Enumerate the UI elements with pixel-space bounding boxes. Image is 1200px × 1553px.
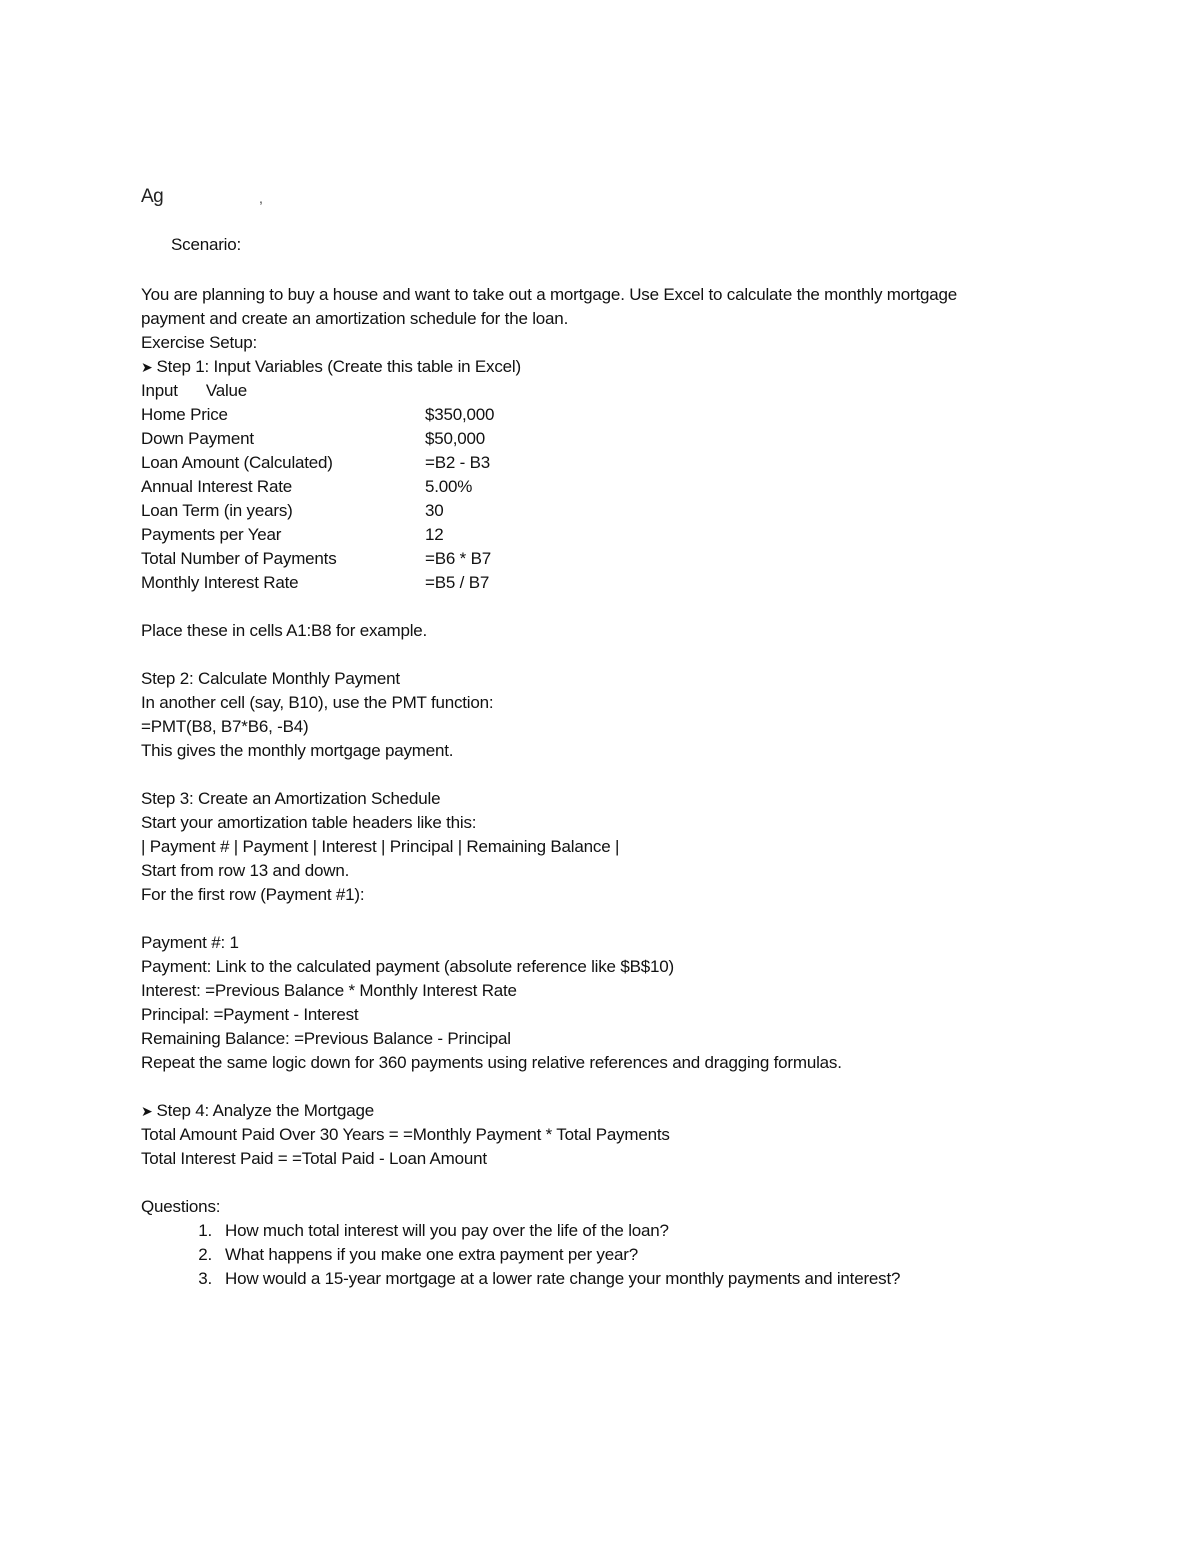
step3-detail: Payment: Link to the calculated payment (absolute reference like $B$10) (141, 957, 674, 976)
input-label: Payments per Year (141, 525, 282, 544)
input-row (141, 523, 1061, 547)
spacer (141, 595, 1061, 619)
input-label: Down Payment (141, 429, 254, 448)
input-value: $350,000 (425, 405, 495, 424)
questions-label: Questions: (141, 1197, 221, 1216)
input-row (141, 547, 1061, 571)
header-tick: , (259, 190, 263, 206)
spacer (141, 1171, 1061, 1195)
input-row (141, 427, 1061, 451)
step2-line-1: In another cell (say, B10), use the PMT function: (141, 693, 494, 712)
intro-line-1: You are planning to buy a house and want to take out a mortgage. Use Excel to calculate the monthly mortgage (141, 285, 958, 304)
step3-detail: Interest: =Previous Balance * Monthly Interest Rate (141, 981, 517, 1000)
input-value: =B5 / B7 (425, 573, 490, 592)
question-item (141, 1267, 1061, 1291)
step3-detail: Repeat the same logic down for 360 payments using relative references and dragging formulas. (141, 1053, 842, 1072)
questions-list (141, 1219, 1061, 1291)
input-row (141, 499, 1061, 523)
step1-title (141, 355, 1061, 379)
input-label: Loan Term (in years) (141, 501, 293, 520)
step4-title-text: Step 4: Analyze the Mortgage (156, 1101, 374, 1120)
question-text: What happens if you make one extra payment per year? (225, 1245, 638, 1264)
step3-line-3: Start from row 13 and down. (141, 861, 350, 880)
step3-line-4: For the first row (Payment #1): (141, 885, 365, 904)
scenario-label: Scenario: (171, 235, 242, 254)
step3-headers: | Payment # | Payment | Interest | Principal | Remaining Balance | (141, 837, 620, 856)
value-column-header: Value (205, 381, 248, 400)
intro-line-2: payment and create an amortization schedule for the loan. (141, 309, 569, 328)
input-label: Home Price (141, 405, 228, 424)
input-label: Annual Interest Rate (141, 477, 292, 496)
step3-detail: Remaining Balance: =Previous Balance - Principal (141, 1029, 511, 1048)
arrow-bullet-icon: ➤ (141, 359, 153, 375)
input-value: =B6 * B7 (425, 549, 491, 568)
input-row (141, 475, 1061, 499)
input-value: 30 (425, 501, 444, 520)
input-label: Total Number of Payments (141, 549, 337, 568)
exercise-setup-label: Exercise Setup: (141, 333, 258, 352)
step3-title: Step 3: Create an Amortization Schedule (141, 789, 441, 808)
input-label: Monthly Interest Rate (141, 573, 299, 592)
input-value: 5.00% (425, 477, 473, 496)
question-number: 3. (198, 1269, 212, 1288)
step3-line-1: Start your amortization table headers like this: (141, 813, 477, 832)
input-value: $50,000 (425, 429, 486, 448)
question-text: How much total interest will you pay over the life of the loan? (225, 1221, 669, 1240)
spacer (141, 763, 1061, 787)
spacer (141, 643, 1061, 667)
step2-formula: =PMT(B8, B7*B6, -B4) (141, 717, 309, 736)
arrow-bullet-icon: ➤ (141, 1103, 153, 1119)
input-row (141, 451, 1061, 475)
spacer (141, 907, 1061, 931)
step1-note: Place these in cells A1:B8 for example. (141, 621, 428, 640)
step4-line-1: Total Amount Paid Over 30 Years = =Monthly Payment * Total Payments (141, 1125, 670, 1144)
step4-line-2: Total Interest Paid = =Total Paid - Loan Amount (141, 1149, 487, 1168)
question-item (141, 1219, 1061, 1243)
step2-title: Step 2: Calculate Monthly Payment (141, 669, 400, 688)
question-text: How would a 15-year mortgage at a lower rate change your monthly payments and interest? (225, 1269, 901, 1288)
input-value: =B2 - B3 (425, 453, 491, 472)
question-number: 2. (198, 1245, 212, 1264)
question-number: 1. (198, 1221, 212, 1240)
input-value: 12 (425, 525, 444, 544)
input-row (141, 403, 1061, 427)
step3-detail: Payment #: 1 (141, 933, 239, 952)
input-row (141, 571, 1061, 595)
input-label: Loan Amount (Calculated) (141, 453, 333, 472)
document-body (141, 283, 1061, 1291)
input-table-header (141, 379, 1061, 403)
input-column-header: Input (141, 381, 178, 400)
step2-line-3: This gives the monthly mortgage payment. (141, 741, 454, 760)
spacer (141, 1075, 1061, 1099)
step3-detail: Principal: =Payment - Interest (141, 1005, 359, 1024)
question-item (141, 1243, 1061, 1267)
step4-title (141, 1099, 1061, 1123)
step1-title-text: Step 1: Input Variables (Create this table in Excel) (156, 357, 521, 376)
header-mark: Ag (141, 186, 164, 207)
